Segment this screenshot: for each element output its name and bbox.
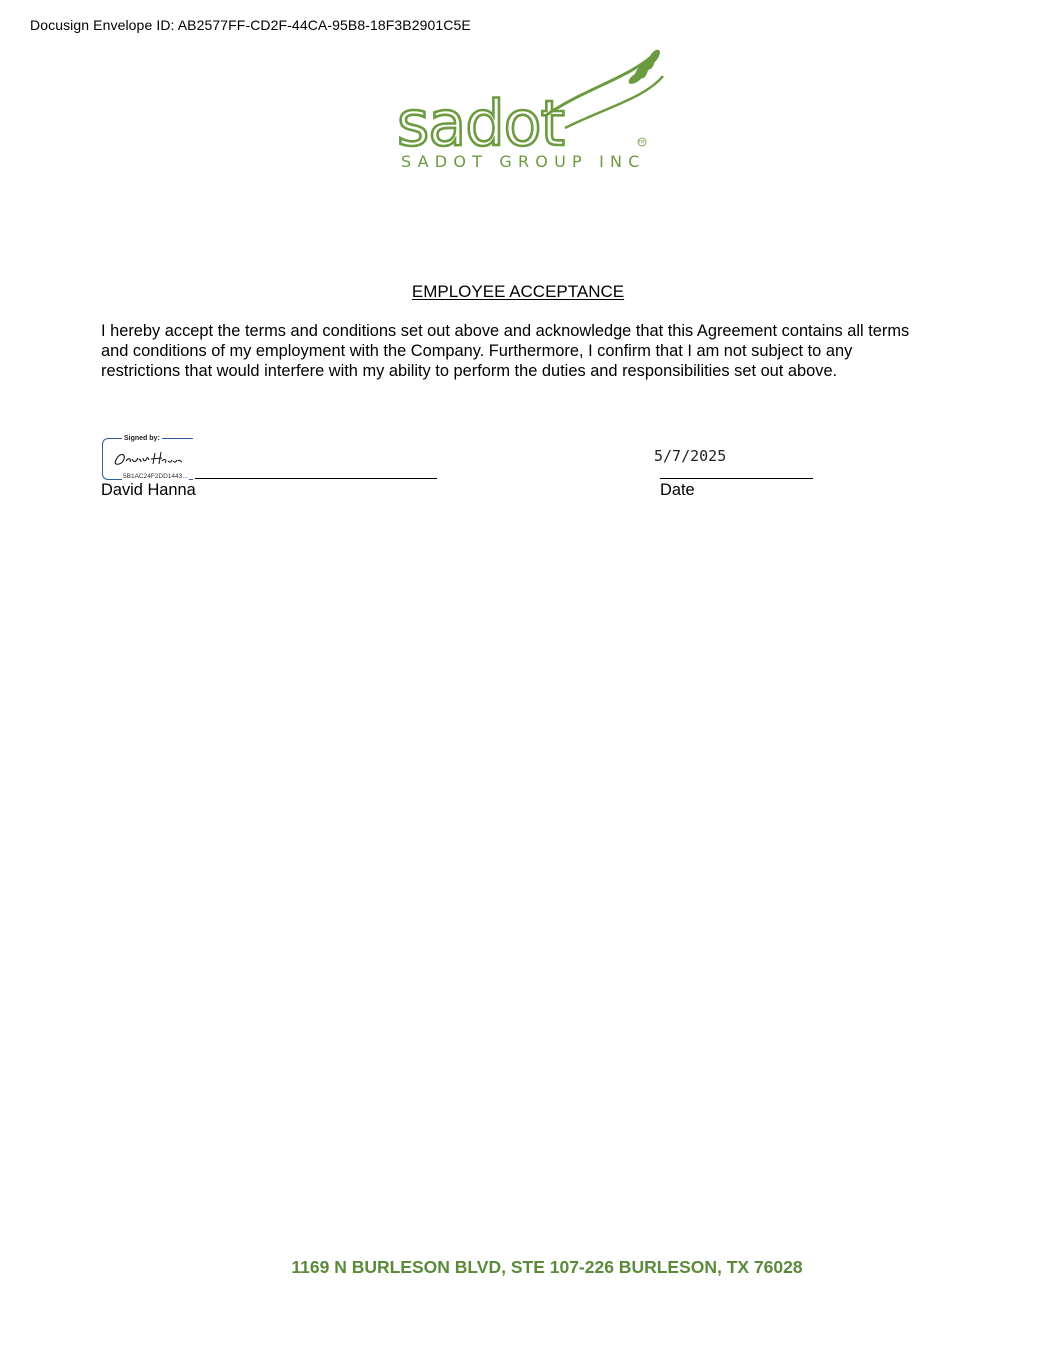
logo-wordmark: sadot (397, 87, 564, 160)
signature-code: 5B1AC24F2DD1443... (123, 473, 188, 480)
signer-name: David Hanna (101, 481, 196, 499)
signature-line (195, 478, 437, 479)
envelope-id: Docusign Envelope ID: AB2577FF-CD2F-44CA-95B8-18F3B2901C5E (30, 17, 471, 33)
document-heading: EMPLOYEE ACCEPTANCE (411, 282, 625, 301)
company-logo (395, 48, 665, 173)
date-value: 5/7/2025 (654, 447, 727, 465)
logo-tagline: SADOT GROUP INC (401, 152, 646, 171)
date-line (660, 478, 813, 479)
date-label: Date (660, 481, 695, 499)
footer-address: 1169 N BURLESON BLVD, STE 107-226 BURLESON, TX 76028 (291, 1257, 803, 1277)
acceptance-paragraph: I hereby accept the terms and conditions set out above and acknowledge that this Agreement contains all terms and conditions of my employment with the Company. Furthermore, I confirm that I am not subject to any restrictions that would interfere with my ability to perform the duties and responsibilities set out above. (101, 322, 910, 380)
logo-trademark: TM (638, 139, 645, 145)
signed-by-label: Signed by: (124, 435, 160, 442)
handwritten-signature (112, 447, 184, 469)
